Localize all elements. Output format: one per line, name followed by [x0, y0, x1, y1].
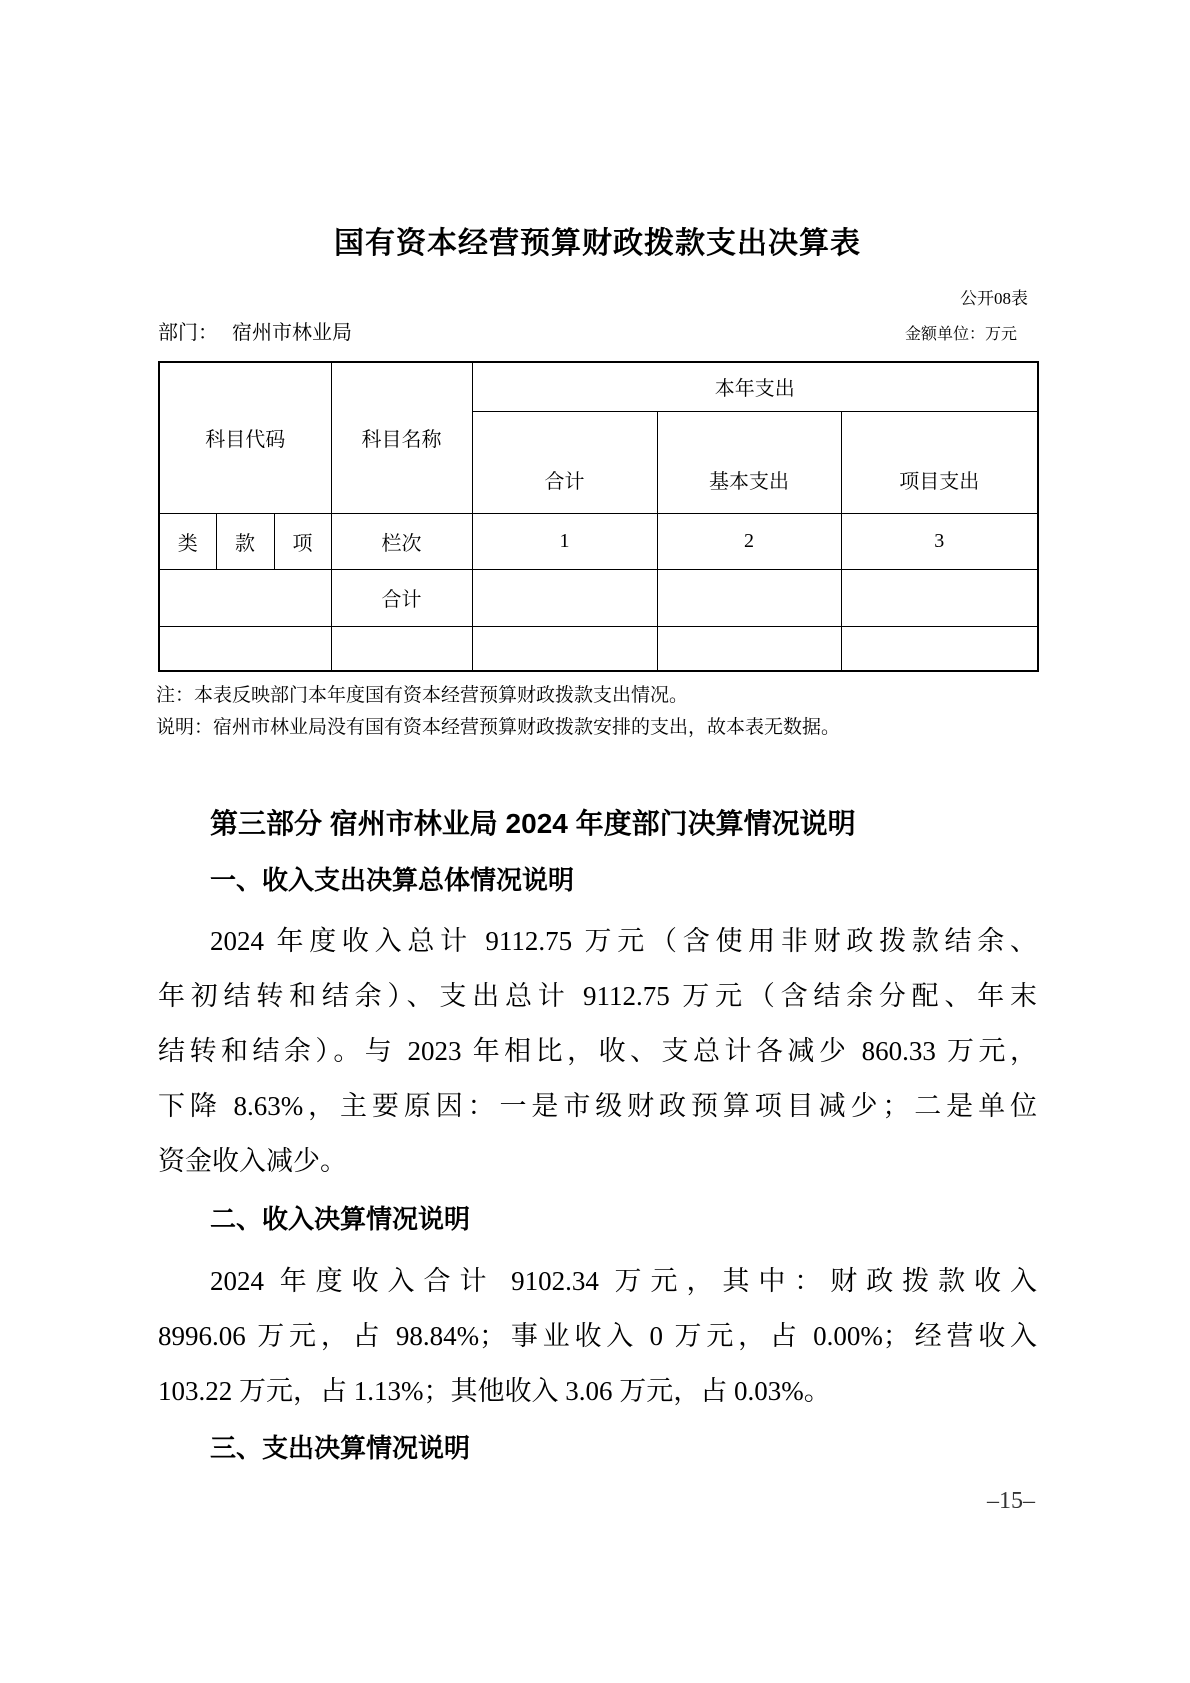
section-heading-2: 二、收入决算情况说明	[210, 1204, 471, 1234]
header-basic-expenditure: 基本支出	[657, 411, 841, 513]
section-heading-3: 三、支出决算情况说明	[210, 1433, 471, 1463]
department-line	[158, 316, 352, 345]
column-index-row	[159, 513, 1038, 569]
table-row-empty	[159, 626, 1038, 671]
cell-total	[472, 626, 657, 671]
paragraph-line: 结转和结余）。与 2023 年相比，收、支总计各减少 860.33 万元，	[158, 1036, 1037, 1066]
department-label: 部门：	[158, 322, 218, 344]
header-total: 合计	[472, 411, 657, 513]
col-index-class: 类	[159, 513, 216, 569]
part3-heading: 第三部分 宿州市林业局 2024 年度部门决算情况说明	[210, 808, 856, 839]
header-current-year-expenditure: 本年支出	[472, 362, 1038, 411]
paragraph-line: 年初结转和结余）、支出总计 9112.75 万元（含结余分配、年末	[158, 981, 1037, 1011]
cell-basic	[657, 626, 841, 671]
table-row-total	[159, 569, 1038, 626]
col-index-rank: 栏次	[331, 513, 472, 569]
paragraph-line: 103.22 万元，占 1.13%；其他收入 3.06 万元，占 0.03%。	[158, 1376, 831, 1406]
amount-unit-note: 金额单位：万元	[904, 326, 1017, 343]
col-index-section: 款	[216, 513, 274, 569]
cell-code	[159, 626, 331, 671]
col-index-1: 1	[472, 513, 657, 569]
department-value: 宿州市林业局	[232, 322, 352, 344]
page-number: –15–	[987, 1488, 1035, 1514]
table-note: 注：本表反映部门本年度国有资本经营预算财政拨款支出情况。	[156, 685, 689, 706]
col-index-2: 2	[657, 513, 841, 569]
cell-total	[472, 569, 657, 626]
header-subject-name: 科目名称	[331, 362, 472, 513]
table-header-row-1	[159, 362, 1038, 411]
cell-code	[159, 569, 331, 626]
table-remark: 说明：宿州市林业局没有国有资本经营预算财政拨款安排的支出，故本表无数据。	[156, 717, 841, 738]
budget-table	[158, 361, 1039, 672]
cell-name	[331, 626, 472, 671]
paragraph-overall	[158, 914, 1037, 1189]
section-heading-1: 一、收入支出决算总体情况说明	[210, 865, 575, 895]
table-code-label: 公开08表	[960, 289, 1028, 308]
cell-basic	[657, 569, 841, 626]
paragraph-line: 下降 8.63%，主要原因：一是市级财政预算项目减少；二是单位	[158, 1091, 1037, 1121]
paragraph-income	[158, 1254, 1037, 1419]
col-index-3: 3	[841, 513, 1038, 569]
paragraph-line: 8996.06 万元，占 98.84%；事业收入 0 万元，占 0.00%；经营收入	[158, 1321, 1037, 1351]
header-project-expenditure: 项目支出	[841, 411, 1038, 513]
cell-project	[841, 626, 1038, 671]
document-title: 国有资本经营预算财政拨款支出决算表	[334, 227, 861, 260]
paragraph-line: 2024 年度收入合计 9102.34 万元，其中：财政拨款收入	[210, 1266, 1037, 1296]
cell-name-total: 合计	[331, 569, 472, 626]
cell-project	[841, 569, 1038, 626]
paragraph-line: 资金收入减少。	[158, 1146, 347, 1176]
col-index-item: 项	[274, 513, 331, 569]
header-subject-code: 科目代码	[159, 362, 331, 513]
paragraph-line: 2024 年度收入总计 9112.75 万元（含使用非财政拨款结余、	[210, 926, 1037, 956]
